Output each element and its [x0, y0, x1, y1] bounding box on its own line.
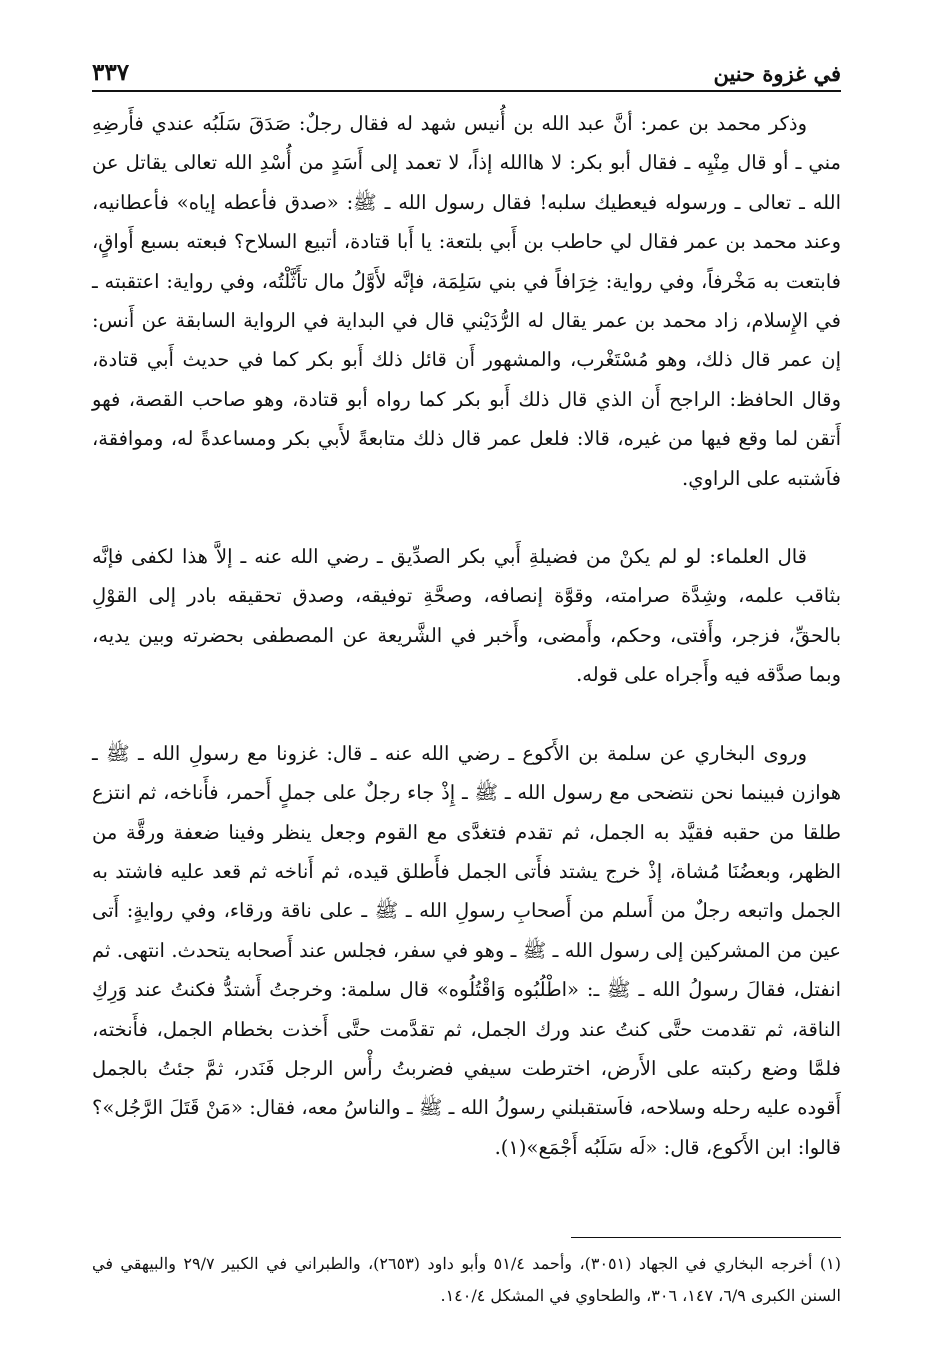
paragraph-ibn-unais: وذكر محمد بن عمر: أنَّ عبد الله بن أُنيس شهد له فقال رجلٌ: صَدَقَ سَلَبُه عندي فأَرضِهِ مني ـ أو قال مِنْيِه ـ فقال أبو بكر: لا هاالله إذاً، لا تعمد إلى أَسَدٍ من أُسْدِ الله تعالى يقاتل عن الله ـ تعالى ـ ورسوله فيعطيك سلبه! فقال رسول الله ـ ﷺ: «صدق فأعطه إياه» فأعطانيه، وعند محمد بن عمر فقال لي حاطب بن أَبي بلتعة: يا أَبا قتادة، أتبيع السلاح؟ فبعته بسبع أَواقٍ، فابتعت به مَخْرفاً، وفي رواية: خِرَافاً في بني سَلِمَة، فإنَّه لأَوَّلُ مال تأَثَّلْتُه، وفي رواية: اعتقبته ـ في الإِسلام، زاد محمد بن عمر يقال له الرُّدَيْني قال في البداية في الرواية السابقة عن أَنس: إن عمر قال ذلك، وهو مُسْتَغْرب، والمشهور أَن قائل ذلك أَبو بكر كما في حديث أَبي قتادة، وقال الحافظ: الراجح أَن الذي قال ذلك أَبو بكر كما رواه أبو قتادة، وهو صاحب القصة، فهو أَتقن لما وقع فيها من غيره، قالا: فلعل عمر قال ذلك متابعةً لأَبي بكر ومساعدةً له، وموافقة، فاَشتبه على الراوي. — [92, 112, 841, 490]
paragraph-bukhari-salama: وروى البخاري عن سلمة بن الأَكوع ـ رضي الله عنه ـ قال: غزونا مع رسولِ الله ـ ﷺ ـ هوازن فبينما نحن نتضحى مع رسول الله ـ ﷺ ـ إِذْ جاء رجلٌ على جملٍ أَحمر، فأَناخه، ثم انتزع طلقا من حقبه فقيَّد به الجمل، ثم تقدم فتغدَّى مع القوم وجعل ينظر وفينا ضعفة ورقَّة من الظهر، وبعضُنَا مُشاة، إذْ خرج يشتد فأَتى الجمل فأَطلق قيده، ثم أَناخه ثم قعد عليه فاشتد به الجمل واتبعه رجلٌ من أَسلم من أَصحابِ رسولِ الله ـ ﷺ ـ على ناقة ورقاء، وفي روايةٍ: أَتى عين من المشركين إلى رسول الله ـ ﷺ ـ وهو في سفر، فجلس عند أَصحابه يتحدث. انتهى. ثم انفتل، فقالَ رسولُ الله ـ ﷺ ـ: «اطْلُبُوه وَاقْتُلُوه» قال سلمة: وخرجتُ أَشتدُّ فكنتُ عند وَرِكِ الناقة، ثم تقدمت حتَّى كنتُ عند ورك الجمل، ثم تقدَّمت حتَّى أَخذت بخطام الجمل، فأَنخته، فلمَّا وضع ركبته على الأَرض، اخترطت سيفي فضربتُ رأْس الرجل فَنَدر، ثمَّ جئتُ بالجمل أَقوده عليه رحله وسلاحه، فاَستقبلني رسولُ الله ـ ﷺ ـ والناسُ معه، فقال: «مَنْ قَتَلَ الرَّجُل»؟ قالوا: ابن الأَكوع، قال: «لَه سَلَبُه أَجْمَع»(١). — [92, 741, 841, 1159]
running-header — [92, 46, 841, 86]
body-text — [92, 104, 841, 1167]
footnotes — [92, 1248, 841, 1312]
header-rule — [92, 90, 841, 92]
footnote-1: (١) أخرجه البخاري في الجهاد (٣٠٥١)، وأحمد ٥١/٤ وأبو داود (٢٦٥٣)، والطبراني في الكبير ٢٩/٧ والبيهقي في السنن الكبرى ٦/٩، ١٤٧، ٣٠٦، والطحاوي في المشكل ١٤٠/٤. — [92, 1254, 841, 1305]
running-title: في غزوة حنين — [713, 61, 841, 86]
paragraph-scholars: قال العلماء: لو لم يكنْ من فضيلةِ أَبي بكر الصدِّيق ـ رضي الله عنه ـ إلاَّ هذا لكفى فإنَّه بثاقب علمه، وشِدَّة صرامته، وقوَّة إنصافه، وصحَّةِ توفيقه، وصدق تحقيقه بادر إلى القوْلِ بالحقِّ، فزجر، وأَفتى، وحكم، وأَمضى، وأَخبر في الشَّريعة عن المصطفى بحضرته وبين يديه، وبما صدَّقه فيه وأَجراه على قوله. — [92, 545, 841, 687]
footnote-rule — [571, 1237, 841, 1238]
page-number: ٣٣٧ — [92, 59, 130, 86]
